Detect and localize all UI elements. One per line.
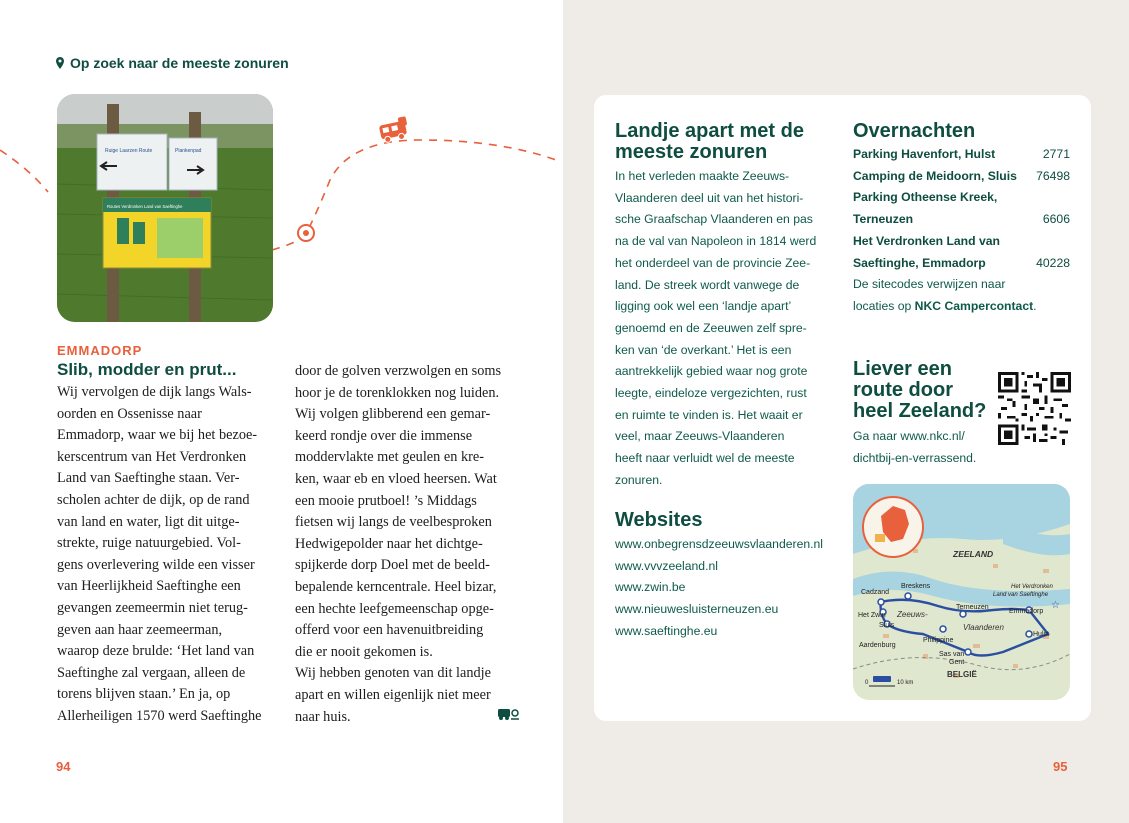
text-line: die er nooit gekomen is. xyxy=(295,643,433,660)
site-code: 76498 xyxy=(1036,168,1070,183)
location-name: Parking Otheense Kreek, xyxy=(853,190,998,205)
text-line: gevangen zeemeermin niet terug- xyxy=(57,599,248,616)
websites-list xyxy=(615,534,850,643)
text-line: waarop deze brulde: ‘Het land van xyxy=(57,643,255,660)
text-line: apart en willen eigenlijk niet meer xyxy=(295,686,491,703)
text-line: moddervlakte met geulen en kre- xyxy=(295,449,484,466)
text-line: land. De streek wordt vanwege de xyxy=(615,277,800,292)
website-link[interactable]: www.saeftinghe.eu xyxy=(615,623,718,638)
website-link[interactable]: www.nieuwesluisterneuzen.eu xyxy=(615,602,779,617)
text-line: Emmadorp, waar we bij het bezoe- xyxy=(57,427,258,444)
article-column-1 xyxy=(57,382,275,728)
map-label-aardenburg: Aardenburg xyxy=(859,642,896,649)
text-line: zonuren. xyxy=(615,472,663,487)
text-line: het onderdeel van de provincie Zee- xyxy=(615,255,811,270)
section-title-landje-apart xyxy=(615,121,804,163)
site-code: 6606 xyxy=(1042,212,1070,227)
overnachten-row xyxy=(853,187,1070,209)
text-line: leegte, eindeloze vergezichten, rust xyxy=(615,386,807,401)
text-line: gens overlevering wilde een visser xyxy=(57,556,255,573)
website-link[interactable]: www.zwin.be xyxy=(615,580,686,595)
text-line: Allerheiligen 1570 werd Saeftinghe xyxy=(57,707,262,724)
map-label-philippine: Philippine xyxy=(923,637,954,644)
text-line: oorden en Ossenisse naar xyxy=(57,405,202,422)
camper-icon xyxy=(378,116,410,143)
site-code: 2771 xyxy=(1042,147,1070,161)
overnachten-row xyxy=(853,166,1070,188)
route-map xyxy=(853,484,1070,700)
text-line: bepalende kerncentrale. Heel bizar, xyxy=(295,578,497,595)
text-line: een mooie prutboel! ’s Middags xyxy=(295,492,477,509)
title-line: heel Zeeland? xyxy=(853,400,987,422)
text-line: aantrekkelijk gebied waar nog grote xyxy=(615,364,808,379)
map-star-icon: ☆ xyxy=(1051,600,1060,611)
text-line: Land van Saeftinghe staan. Ver- xyxy=(57,470,240,487)
location-pin-icon xyxy=(56,57,64,69)
title-line: route door xyxy=(853,379,953,401)
nkc-brand: NKC Campercontact xyxy=(914,298,1034,313)
sign-label-1: Ruige Laarzen Route xyxy=(105,148,153,154)
text-line: sche Graafschap Vlaanderen en pas xyxy=(615,212,813,227)
site-code: 40228 xyxy=(1036,255,1070,270)
text-line: heeft naar verluidt wel de meeste xyxy=(615,451,795,466)
route-text xyxy=(853,426,976,469)
location-name: Saeftinghe, Emmadorp xyxy=(853,255,986,270)
text-line: Wij hebben genoten van dit landje xyxy=(295,665,491,682)
text-line: door de golven verzwolgen en soms xyxy=(295,363,502,379)
text-line: strekte, ruige natuurgebied. Vol- xyxy=(57,535,241,552)
text-fragment: locaties op xyxy=(853,298,915,313)
text-line: veel, maar Zeeuws-Vlaanderen xyxy=(615,429,785,444)
location-name: Parking Havenfort, Hulst xyxy=(853,147,996,161)
map-label-sas-van: Sas van xyxy=(939,651,965,658)
page-number-left: 94 xyxy=(56,759,71,774)
text-line: ken van ‘de overkant.’ Het is een xyxy=(615,342,792,357)
text-line: Vlaanderen deel uit van het histori- xyxy=(615,190,804,205)
text-line: Saeftinghe zal vergaan, alleen de xyxy=(57,664,246,681)
signpost-photo xyxy=(57,94,273,322)
text-line: Wij volgen glibberend een gemar- xyxy=(295,406,491,423)
target-marker-icon xyxy=(298,225,314,241)
text-fragment: . xyxy=(1033,298,1037,313)
map-label-vlaanderen: Vlaanderen xyxy=(963,623,1004,632)
text-line: hoor je de torenklokken nog luiden. xyxy=(295,384,500,401)
chapter-header xyxy=(56,55,289,71)
overnachten-title: Overnachten xyxy=(853,120,976,142)
map-label-het-zwin: Het Zwin xyxy=(858,612,886,619)
overnachten-row xyxy=(853,231,1070,253)
text-line: na de val van Napoleon in 1814 werd xyxy=(615,234,817,249)
page-number-right: 95 xyxy=(1053,759,1068,774)
sitecode-note xyxy=(853,274,1070,317)
text-line: torens blijven staan.’ En ja, op xyxy=(57,686,231,703)
title-line: Liever een xyxy=(853,358,952,380)
text-line: naar huis. xyxy=(295,708,351,725)
map-label-breskens: Breskens xyxy=(901,583,931,590)
map-scale-10: 10 km xyxy=(897,680,914,686)
route-title xyxy=(853,359,986,422)
article-column-2 xyxy=(295,361,517,728)
text-line: De sitecodes verwijzen naar xyxy=(853,277,1006,292)
websites-title: Websites xyxy=(615,509,703,531)
text-line: keerd rondje over die immense xyxy=(295,427,473,444)
text-line: spijkerde dorp Doel met de beeld- xyxy=(295,557,490,574)
text-line: kerscentrum van Het Verdronken xyxy=(57,448,247,465)
map-label-hulst: Hulst xyxy=(1033,631,1049,638)
overnachten-list xyxy=(853,144,1070,318)
text-line: ken, waar eb en vloed heersen. Wat xyxy=(295,470,497,487)
sign-label-3: Routes Verdronken Land van Saeftinghe xyxy=(107,204,183,209)
map-label-verdronken-2: Land van Saeftinghe xyxy=(993,592,1049,598)
overnachten-row xyxy=(853,144,1070,166)
map-label-zeeland: ZEELAND xyxy=(953,549,994,559)
text-line: van land en water, ligt dit uitge- xyxy=(57,513,240,530)
text-line: offerd voor een havenuitbreiding xyxy=(295,622,484,639)
text-line[interactable]: Ga naar www.nkc.nl/ xyxy=(853,429,965,443)
location-name: Terneuzen xyxy=(853,212,914,227)
map-label-zeeuws: Zeeuws- xyxy=(897,610,928,619)
text-line xyxy=(853,296,1070,318)
website-link[interactable]: www.onbegrensdzeeuwsvlaanderen.nl xyxy=(615,537,823,551)
article-title: Slib, modder en prut... xyxy=(57,360,237,379)
text-line: ligging ook wel een ‘landje apart’ xyxy=(615,299,792,314)
map-label-verdronken-1: Het Verdronken xyxy=(1011,584,1053,590)
map-label-terneuzen: Terneuzen xyxy=(956,604,989,611)
text-line: genoemd en de Zeeuwen zelf spre- xyxy=(615,320,807,335)
chapter-header-text: Op zoek naar de meeste zonuren xyxy=(70,55,289,71)
section-body-landje-apart xyxy=(615,166,840,492)
overnachten-row xyxy=(853,209,1070,231)
text-line: van Heerlijkheid Saeftinghe een xyxy=(57,578,241,595)
map-label-gent: Gent xyxy=(949,659,965,666)
text-line: Wij vervolgen de dijk langs Wals- xyxy=(57,384,252,400)
location-name: Camping de Meidoorn, Sluis xyxy=(853,168,1017,183)
text-line: een hechte leefgemeenschap opge- xyxy=(295,600,494,617)
map-label-sluis: Sluis xyxy=(879,622,895,629)
map-scale-0: 0 xyxy=(865,680,869,686)
map-label-cadzand: Cadzand xyxy=(861,589,890,596)
location-name: Het Verdronken Land van xyxy=(853,233,1000,248)
end-mark-camper-icon xyxy=(498,707,520,721)
text-line: geven aan haar zeemeerman, xyxy=(57,621,223,638)
text-line: scholen achter de dijk, op de rand xyxy=(57,491,250,508)
map-label-emmadorp: Emmadorp xyxy=(1009,608,1044,615)
map-label-belgie: BELGIË xyxy=(947,670,977,679)
title-line: Landje apart met de xyxy=(615,120,804,142)
article-kicker: EMMADORP xyxy=(57,343,143,358)
text-line: en ruimte te vinden is. Het waait er xyxy=(615,407,803,422)
qr-code[interactable] xyxy=(998,372,1071,445)
text-line: fietsen wij langs de veelbesproken xyxy=(295,514,492,531)
title-line: meeste zonuren xyxy=(615,141,768,163)
text-line[interactable]: dichtbij-en-verrassend. xyxy=(853,450,977,465)
website-link[interactable]: www.vvvzeeland.nl xyxy=(615,558,718,573)
overnachten-row xyxy=(853,253,1070,275)
text-line: In het verleden maakte Zeeuws- xyxy=(615,169,790,183)
text-line: Hedwigepolder naar het dichtge- xyxy=(295,535,483,552)
sign-label-2: Plankenpad xyxy=(175,148,202,154)
